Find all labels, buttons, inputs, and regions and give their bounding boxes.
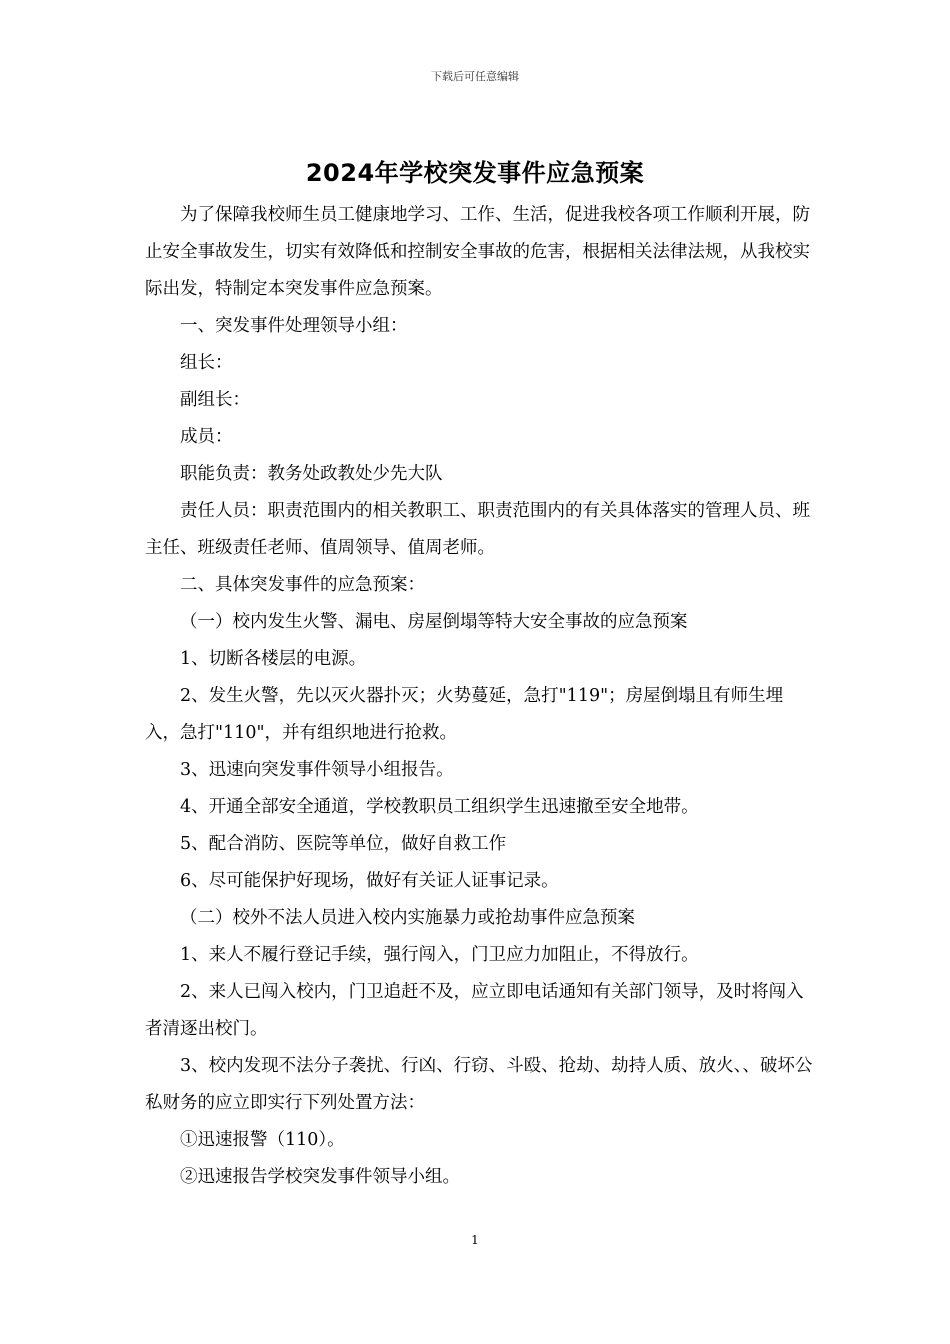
section-heading-plans: 二、具体突发事件的应急预案： [180, 575, 425, 595]
paragraph-responsible-staff: 责任人员：职责范围内的相关教职工、职责范围内的有关具体落实的管理人员、班主任、班级责任老师、值周领导、值周老师。 [145, 501, 810, 558]
document-body [145, 197, 815, 1196]
list-item: 3、迅速向突发事件领导小组报告。 [180, 760, 454, 780]
paragraph-members: 成员： [180, 427, 233, 447]
paragraph-intro: 为了保障我校师生员工健康地学习、工作、生活，促进我校各项工作顺利开展，防止安全事故发生，切实有效降低和控制安全事故的危害，根据相关法律法规，从我校实际出发，特制定本突发事件应急预案。 [145, 205, 810, 299]
paragraph-leader: 组长： [180, 353, 233, 373]
list-item: 5、配合消防、医院等单位，做好自救工作 [180, 834, 507, 854]
list-item: 1、来人不履行登记手续，强行闯入，门卫应力加阻止，不得放行。 [180, 945, 699, 965]
list-item: ①迅速报警（110）。 [180, 1130, 345, 1150]
list-item: 3、校内发现不法分子袭扰、行凶、行窃、斗殴、抢劫、劫持人质、放火、、破坏公私财务的应立即实行下列处置方法： [145, 1056, 813, 1113]
list-item: 2、发生火警，先以灭火器扑灭；火势蔓延，急打"119"；房屋倒塌且有师生埋入，急打"110"，并有组织地进行抢救。 [145, 686, 784, 743]
header-note: 下载后可任意编辑 [431, 70, 519, 83]
list-item: 1、切断各楼层的电源。 [180, 649, 367, 669]
page-number: 1 [471, 1233, 479, 1247]
list-item: 6、尽可能保护好现场，做好有关证人证事记录。 [180, 871, 559, 891]
list-item: 4、开通全部安全通道，学校教职员工组织学生迅速撤至安全地带。 [180, 797, 699, 817]
list-item: ②迅速报告学校突发事件领导小组。 [180, 1167, 460, 1187]
subsection-heading-fire: （一）校内发生火警、漏电、房屋倒塌等特大安全事故的应急预案 [180, 612, 688, 632]
subsection-heading-intruders: （二）校外不法人员进入校内实施暴力或抢劫事件应急预案 [180, 908, 635, 928]
section-heading-leadership: 一、突发事件处理领导小组： [180, 316, 408, 336]
paragraph-functions: 职能负责：教务处政教处少先大队 [180, 464, 443, 484]
document-title: 2024年学校突发事件应急预案 [305, 159, 645, 187]
paragraph-deputy-leader: 副组长： [180, 390, 250, 410]
list-item: 2、来人已闯入校内，门卫追赶不及，应立即电话通知有关部门领导，及时将闯入者清逐出校门。 [145, 982, 804, 1039]
